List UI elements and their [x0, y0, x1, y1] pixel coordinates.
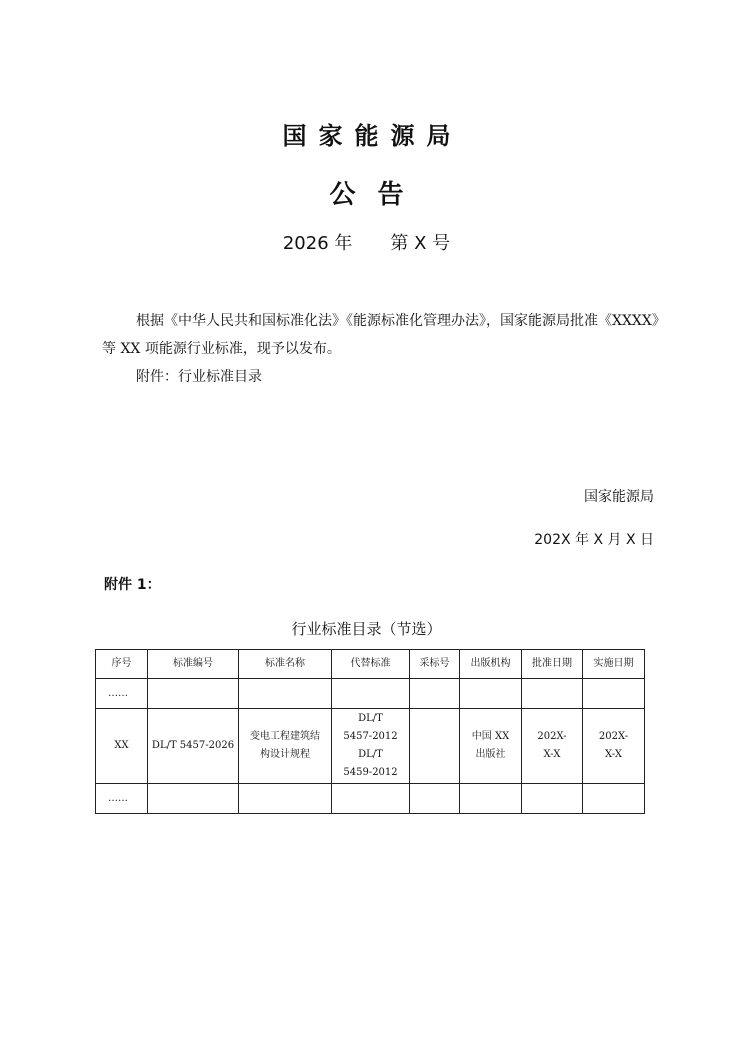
notice-serial: 第 X 号: [390, 233, 451, 254]
table-cell: DL/T 5457-2026: [148, 709, 239, 784]
body-paragraph: [102, 307, 666, 363]
table-cell: [583, 679, 645, 709]
table-row: [96, 784, 645, 814]
body-line-1: 根据《中华人民共和国标准化法》《能源标准化管理办法》，国家能源局批准《XXXX》: [136, 313, 666, 329]
table-cell-line: 5459-2012: [343, 767, 398, 778]
table-cell-line: 202X-: [598, 731, 629, 742]
table-header-cell: 采标号: [410, 650, 460, 679]
table-cell: [460, 709, 522, 784]
notice-year: 2026 年: [282, 233, 353, 254]
table-cell: [583, 709, 645, 784]
table-row: [96, 679, 645, 709]
table-cell-line: 出版社: [475, 749, 506, 760]
table-header-cell: 标准编号: [148, 650, 239, 679]
standards-table: [95, 649, 645, 814]
table-cell: [410, 784, 460, 814]
table-header-row: [96, 650, 645, 679]
attachment-note: 附件：行业标准目录: [136, 369, 262, 385]
table-cell: [410, 709, 460, 784]
table-cell: [239, 709, 332, 784]
table-cell: [460, 784, 522, 814]
table-header-cell: 标准名称: [239, 650, 332, 679]
table-header-cell: 序号: [96, 650, 148, 679]
table-header-cell: 实施日期: [583, 650, 645, 679]
table-cell: [583, 784, 645, 814]
table-cell: [522, 679, 583, 709]
table-cell-line: X-X: [605, 749, 622, 760]
table-row: [96, 709, 645, 784]
table-cell: [332, 679, 410, 709]
table-header-cell: 代替标准: [332, 650, 410, 679]
table-cell: ……: [96, 784, 148, 814]
table-cell: [332, 709, 410, 784]
table-cell: [522, 709, 583, 784]
table-cell-line: X-X: [543, 749, 561, 760]
issuer-signature: 国家能源局: [584, 489, 654, 505]
table-cell: [410, 679, 460, 709]
table-cell: [522, 784, 583, 814]
table-cell-line: 构设计规程: [260, 749, 310, 760]
table-header-cell: 出版机构: [460, 650, 522, 679]
table-cell: [148, 784, 239, 814]
agency-title: 国家能源局: [282, 122, 463, 150]
table-cell-line: 变电工程建筑结: [250, 731, 320, 742]
notice-title: 公告: [329, 180, 426, 210]
table-title: 行业标准目录（节选）: [291, 620, 442, 638]
table-cell-line: DL/T: [358, 713, 383, 724]
body-line-2: 等 XX 项能源行业标准，现予以发布。: [102, 341, 341, 357]
table-cell-line: DL/T: [358, 749, 383, 760]
table-header-cell: 批准日期: [522, 650, 583, 679]
table-cell: [148, 679, 239, 709]
table-cell: [239, 784, 332, 814]
table-cell: ……: [96, 679, 148, 709]
table-cell: [239, 679, 332, 709]
table-cell: [332, 784, 410, 814]
table-cell-line: 中国 XX: [471, 731, 510, 742]
table-cell-line: 5457-2012: [343, 731, 398, 742]
table-cell-line: 202X-: [537, 731, 567, 742]
notice-number: [0, 229, 733, 255]
annex-label: 附件 1：: [104, 577, 161, 593]
issue-date: 202X 年 X 月 X 日: [534, 532, 654, 548]
table-cell: XX: [96, 709, 148, 784]
table-cell: [460, 679, 522, 709]
